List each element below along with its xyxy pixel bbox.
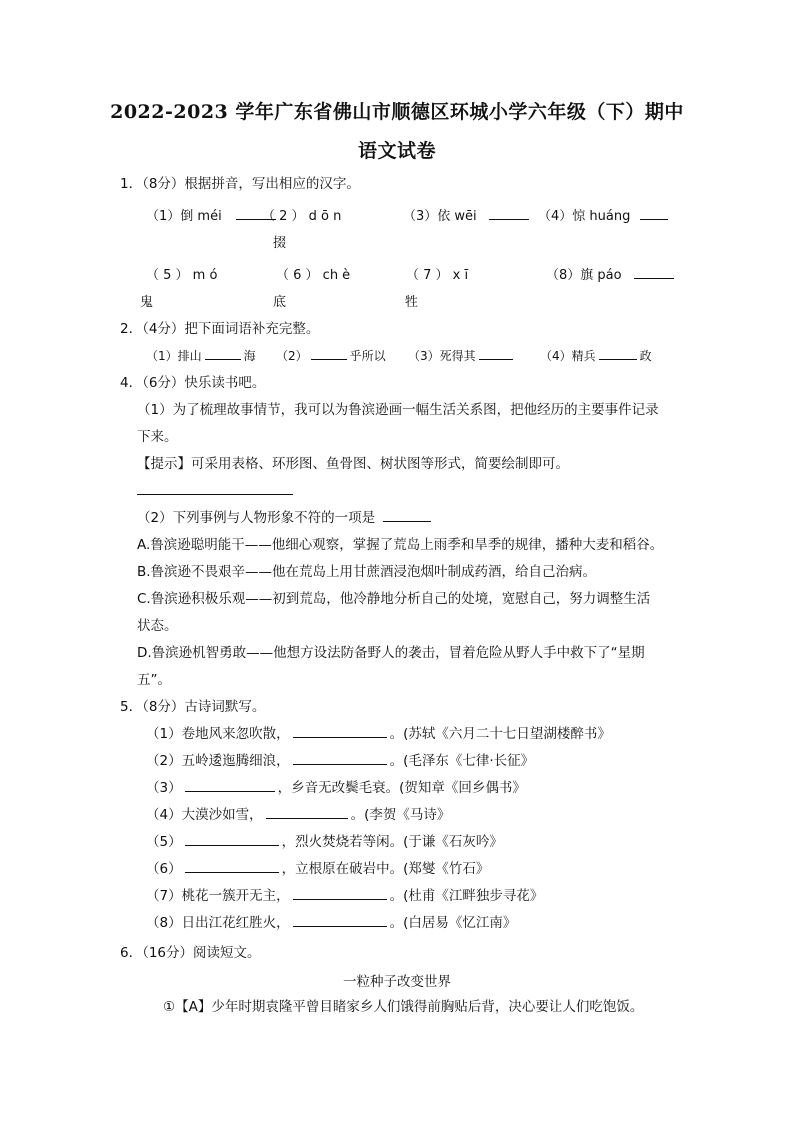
answer-blank[interactable]	[185, 779, 275, 792]
q2-item-2-end: 乎所以	[349, 349, 386, 363]
answer-blank[interactable]	[185, 833, 279, 846]
q5-line-2-text: （2）五岭逶迤腾细浪，	[146, 753, 290, 769]
q5-line-3-text: （3）	[146, 780, 182, 796]
answer-blank[interactable]	[185, 860, 279, 873]
q1-item-4	[538, 205, 671, 224]
q1-item-1-text: （1）倒 méi	[146, 209, 222, 224]
question-5-stem: 5．（8分）古诗词默写。	[120, 699, 266, 715]
q1-item-2: （ 2 ） d ō n	[262, 209, 342, 224]
answer-blank[interactable]	[205, 347, 241, 360]
q4-part1-line1: （1）为了梳理故事情节，我可以为鲁滨逊画一幅生活关系图，把他经历的主要事件记录	[137, 402, 659, 418]
q4-part2	[137, 509, 434, 527]
q1-item-8	[546, 264, 677, 283]
passage-paragraph-1: ①【A】少年时期袁隆平曾目睹家乡人们饿得前胸贴后背，决心要让人们吃饱饭。	[163, 999, 644, 1015]
q2-item-4-text: （4）精兵	[540, 349, 596, 363]
q1-item-6: （ 6 ） ch è	[276, 268, 351, 283]
q5-line-5-source: ，烈火焚烧若等闲。(于谦《石灰吟》	[281, 834, 503, 850]
q4-option-c-line1: C.鲁滨逊积极乐观——初到荒岛，他冷静地分析自己的处境，宽慰自己，努力调整生活	[137, 591, 651, 607]
answer-blank[interactable]	[479, 347, 513, 360]
question-6-stem: 6．（16分）阅读短文。	[120, 945, 261, 961]
q5-line-1-source: 。(苏轼《六月二十七日望湖楼醉书》	[389, 726, 611, 742]
q5-line-8-text: （8）日出江花红胜火，	[146, 915, 290, 931]
q5-line-7-text: （7）桃花一簇开无主，	[146, 888, 290, 904]
q5-line-1	[146, 725, 611, 743]
q4-option-d-line2: 五”。	[137, 672, 171, 688]
q5-line-3	[146, 779, 526, 797]
answer-blank[interactable]	[293, 914, 387, 927]
answer-blank[interactable]	[640, 207, 668, 220]
q2-item-1	[146, 347, 256, 365]
q5-line-8	[146, 914, 516, 932]
q1-item-1	[146, 205, 279, 224]
q1-item-6-char: 底	[273, 295, 287, 310]
answer-blank[interactable]	[293, 887, 387, 900]
q4-part1-line2: 下来。	[137, 429, 178, 445]
q2-item-4-end: 政	[639, 349, 652, 363]
answer-line[interactable]	[137, 494, 293, 495]
passage-title: 一粒种子改变世界	[343, 974, 451, 990]
answer-blank[interactable]	[293, 752, 387, 765]
answer-blank[interactable]	[599, 347, 637, 360]
q4-hint: 【提示】可采用表格、环形图、鱼骨图、树状图等形式，简要绘制即可。	[137, 456, 569, 472]
q2-item-1-end: 海	[243, 349, 256, 363]
q1-item-7: （ 7 ） x ī	[406, 268, 469, 283]
answer-blank[interactable]	[311, 347, 347, 360]
q5-line-6	[146, 860, 489, 878]
q5-line-6-text: （6）	[146, 861, 182, 877]
q5-line-8-source: 。(白居易《忆江南》	[389, 915, 517, 931]
answer-blank[interactable]	[489, 207, 529, 220]
q1-item-4-text: （4）惊 huáng	[538, 209, 631, 224]
answer-blank[interactable]	[634, 266, 674, 279]
q5-line-2	[146, 752, 534, 770]
q4-part2-text: （2）下列事例与人物形象不符的一项是	[137, 510, 376, 526]
q1-item-2-char: 掇	[273, 236, 287, 251]
question-4-stem: 4．（6分）快乐读书吧。	[120, 375, 266, 391]
q2-item-3-text: （3）死得其	[408, 349, 476, 363]
q1-item-3	[403, 205, 532, 224]
q4-option-d-line1: D.鲁滨逊机智勇敢——他想方设法防备野人的袭击，冒着危险从野人手中救下了“星期	[137, 645, 645, 661]
q5-line-3-source: ，乡音无改鬓毛衰。(贺知章《回乡偶书》	[277, 780, 526, 796]
q4-option-b: B.鲁滨逊不畏艰辛——他在荒岛上用甘蔗酒浸泡烟叶制成药酒，给自己治病。	[137, 564, 597, 580]
q5-line-7	[146, 887, 543, 905]
q5-line-6-source: ，立根原在破岩中。(郑燮《竹石》	[281, 861, 490, 877]
q5-line-5	[146, 833, 503, 851]
q1-item-5-char: 鬼	[140, 295, 154, 310]
q4-option-a: A.鲁滨逊聪明能干——他细心观察，掌握了荒岛上雨季和旱季的规律，播种大麦和稻谷。	[137, 537, 664, 553]
q1-item-8-text: （8）旗 páo	[546, 268, 622, 283]
q1-item-7-char: 牲	[405, 295, 419, 310]
answer-blank[interactable]	[293, 725, 387, 738]
page-subtitle: 语文试卷	[357, 140, 436, 162]
q5-line-2-source: 。(毛泽东《七律·长征》	[389, 753, 535, 769]
q5-line-4-text: （4）大漠沙如雪，	[146, 807, 263, 823]
page-title: 2022-2023 学年广东省佛山市顺德区环城小学六年级（下）期中	[110, 101, 684, 123]
q2-item-3	[408, 347, 516, 365]
q1-item-5: （ 5 ） m ó	[146, 268, 218, 283]
q5-line-7-source: 。(杜甫《江畔独步寻花》	[389, 888, 544, 904]
q2-item-4	[540, 347, 652, 365]
q5-line-5-text: （5）	[146, 834, 182, 850]
q5-line-1-text: （1）卷地风来忽吹散，	[146, 726, 290, 742]
answer-blank[interactable]	[266, 806, 348, 819]
q2-item-2	[276, 347, 386, 365]
q1-item-3-text: （3）依 wēi	[403, 209, 477, 224]
q2-item-2-text: （2）	[276, 349, 308, 363]
answer-blank[interactable]	[383, 509, 431, 522]
q4-option-c-line2: 状态。	[137, 618, 178, 634]
question-1-stem: 1．（8分）根据拼音，写出相应的汉字。	[120, 176, 360, 192]
q5-line-4-source: 。(李贺《马诗》	[350, 807, 451, 823]
question-2-stem: 2．（4分）把下面词语补充完整。	[120, 321, 320, 337]
q5-line-4	[146, 806, 450, 824]
q2-item-1-text: （1）排山	[146, 349, 202, 363]
